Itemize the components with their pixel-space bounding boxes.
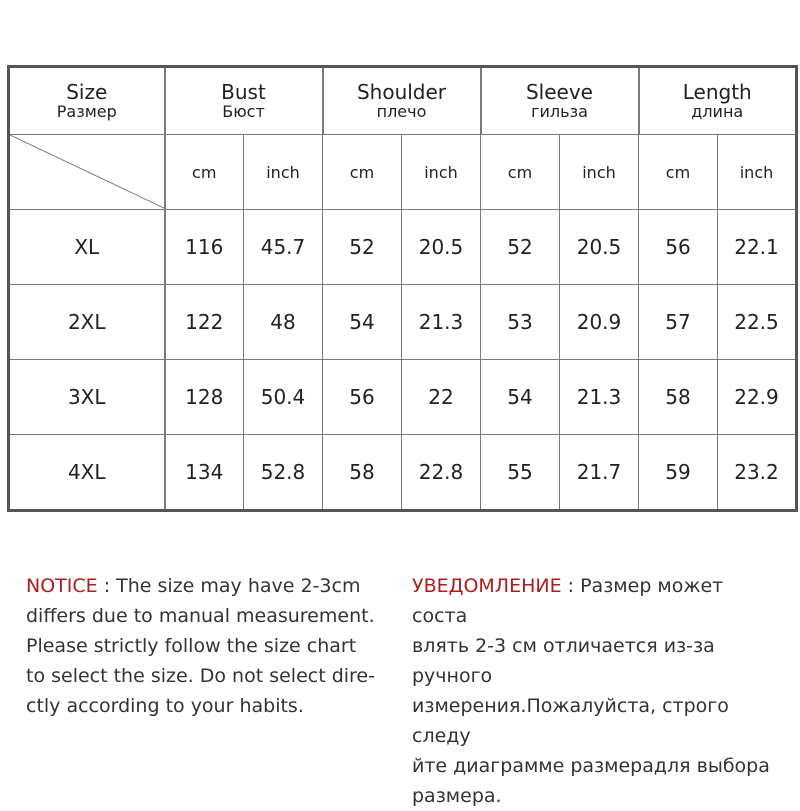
notice-ru-line-5: размера. [412, 785, 502, 807]
notice-ru-label: УВЕДОМЛЕНИЕ [412, 575, 562, 597]
length-cm: 56 [639, 210, 718, 285]
bust-inch: 48 [244, 285, 323, 360]
table-row [9, 435, 797, 511]
size-label: 2XL [9, 285, 165, 360]
notice-en-line-1 [26, 571, 386, 601]
length-inch: 23.2 [718, 435, 797, 511]
length-inch: 22.5 [718, 285, 797, 360]
header-bust-en: Bust [221, 80, 266, 104]
length-cm: 59 [639, 435, 718, 511]
notice-en-label: NOTICE [26, 575, 98, 597]
unit-cm: cm [165, 135, 244, 210]
header-shoulder [323, 67, 481, 135]
notice-en-line-3: Please strictly follow the size chart [26, 635, 357, 657]
diagonal-corner-cell [9, 135, 165, 210]
header-shoulder-en: Shoulder [356, 80, 447, 104]
notice-en-separator: : [97, 575, 117, 597]
shoulder-cm: 52 [323, 210, 402, 285]
shoulder-cm: 56 [323, 360, 402, 435]
header-sleeve-ru: гильза [531, 102, 588, 121]
notice-english [26, 571, 386, 721]
shoulder-inch: 22 [402, 360, 481, 435]
unit-cm: cm [481, 135, 560, 210]
bust-cm: 116 [165, 210, 244, 285]
shoulder-inch: 20.5 [402, 210, 481, 285]
length-cm: 58 [639, 360, 718, 435]
header-row [9, 67, 797, 135]
unit-cm: cm [639, 135, 718, 210]
header-sleeve-en: Sleeve [525, 80, 593, 104]
sleeve-cm: 54 [481, 360, 560, 435]
header-length [639, 67, 797, 135]
unit-inch: inch [402, 135, 481, 210]
diagonal-line [10, 135, 166, 209]
shoulder-cm: 54 [323, 285, 402, 360]
header-sleeve [481, 67, 639, 135]
header-bust [165, 67, 323, 135]
size-label: XL [9, 210, 165, 285]
length-cm: 57 [639, 285, 718, 360]
shoulder-inch: 21.3 [402, 285, 481, 360]
sleeve-cm: 53 [481, 285, 560, 360]
sleeve-inch: 20.9 [560, 285, 639, 360]
sleeve-cm: 55 [481, 435, 560, 511]
header-size [9, 67, 165, 135]
header-size-ru: Размер [56, 102, 117, 121]
bust-cm: 128 [165, 360, 244, 435]
notice-ru-line-4: йте диаграмме размерадля выбора [412, 755, 770, 777]
unit-inch: inch [244, 135, 323, 210]
length-inch: 22.9 [718, 360, 797, 435]
header-size-en: Size [66, 80, 108, 104]
notice-ru-line-3: измерения.Пожалуйста, строго следу [412, 695, 729, 747]
notice-en-text-1: The size may have 2-3cm [116, 575, 361, 597]
notice-ru-text-1: Размер может соста [412, 575, 724, 627]
sleeve-inch: 21.7 [560, 435, 639, 511]
unit-inch: inch [718, 135, 797, 210]
shoulder-cm: 58 [323, 435, 402, 511]
sleeve-cm: 52 [481, 210, 560, 285]
size-label: 3XL [9, 360, 165, 435]
unit-inch: inch [560, 135, 639, 210]
shoulder-inch: 22.8 [402, 435, 481, 511]
notice-en-line-2: differs due to manual measurement. [26, 605, 375, 627]
table-row [9, 285, 797, 360]
units-row [9, 135, 797, 210]
header-bust-ru: Бюст [222, 102, 265, 121]
header-length-en: Length [682, 80, 752, 104]
sleeve-inch: 20.5 [560, 210, 639, 285]
bust-cm: 122 [165, 285, 244, 360]
notice-ru-line-1 [412, 571, 784, 631]
notice-russian [412, 571, 784, 811]
notice-en-line-4: to select the size. Do not select dire- [26, 665, 375, 687]
unit-cm: cm [323, 135, 402, 210]
header-shoulder-ru: плечо [376, 102, 427, 121]
bust-cm: 134 [165, 435, 244, 511]
size-label: 4XL [9, 435, 165, 511]
table-row [9, 360, 797, 435]
notice-ru-line-2: влять 2-3 см отличается из-за ручного [412, 635, 715, 687]
notice-ru-separator: : [561, 575, 581, 597]
bust-inch: 50.4 [244, 360, 323, 435]
length-inch: 22.1 [718, 210, 797, 285]
header-length-ru: длина [691, 102, 744, 121]
sleeve-inch: 21.3 [560, 360, 639, 435]
bust-inch: 45.7 [244, 210, 323, 285]
notice-en-line-5: ctly according to your habits. [26, 695, 304, 717]
table-row [9, 210, 797, 285]
bust-inch: 52.8 [244, 435, 323, 511]
size-chart-table [7, 65, 798, 512]
